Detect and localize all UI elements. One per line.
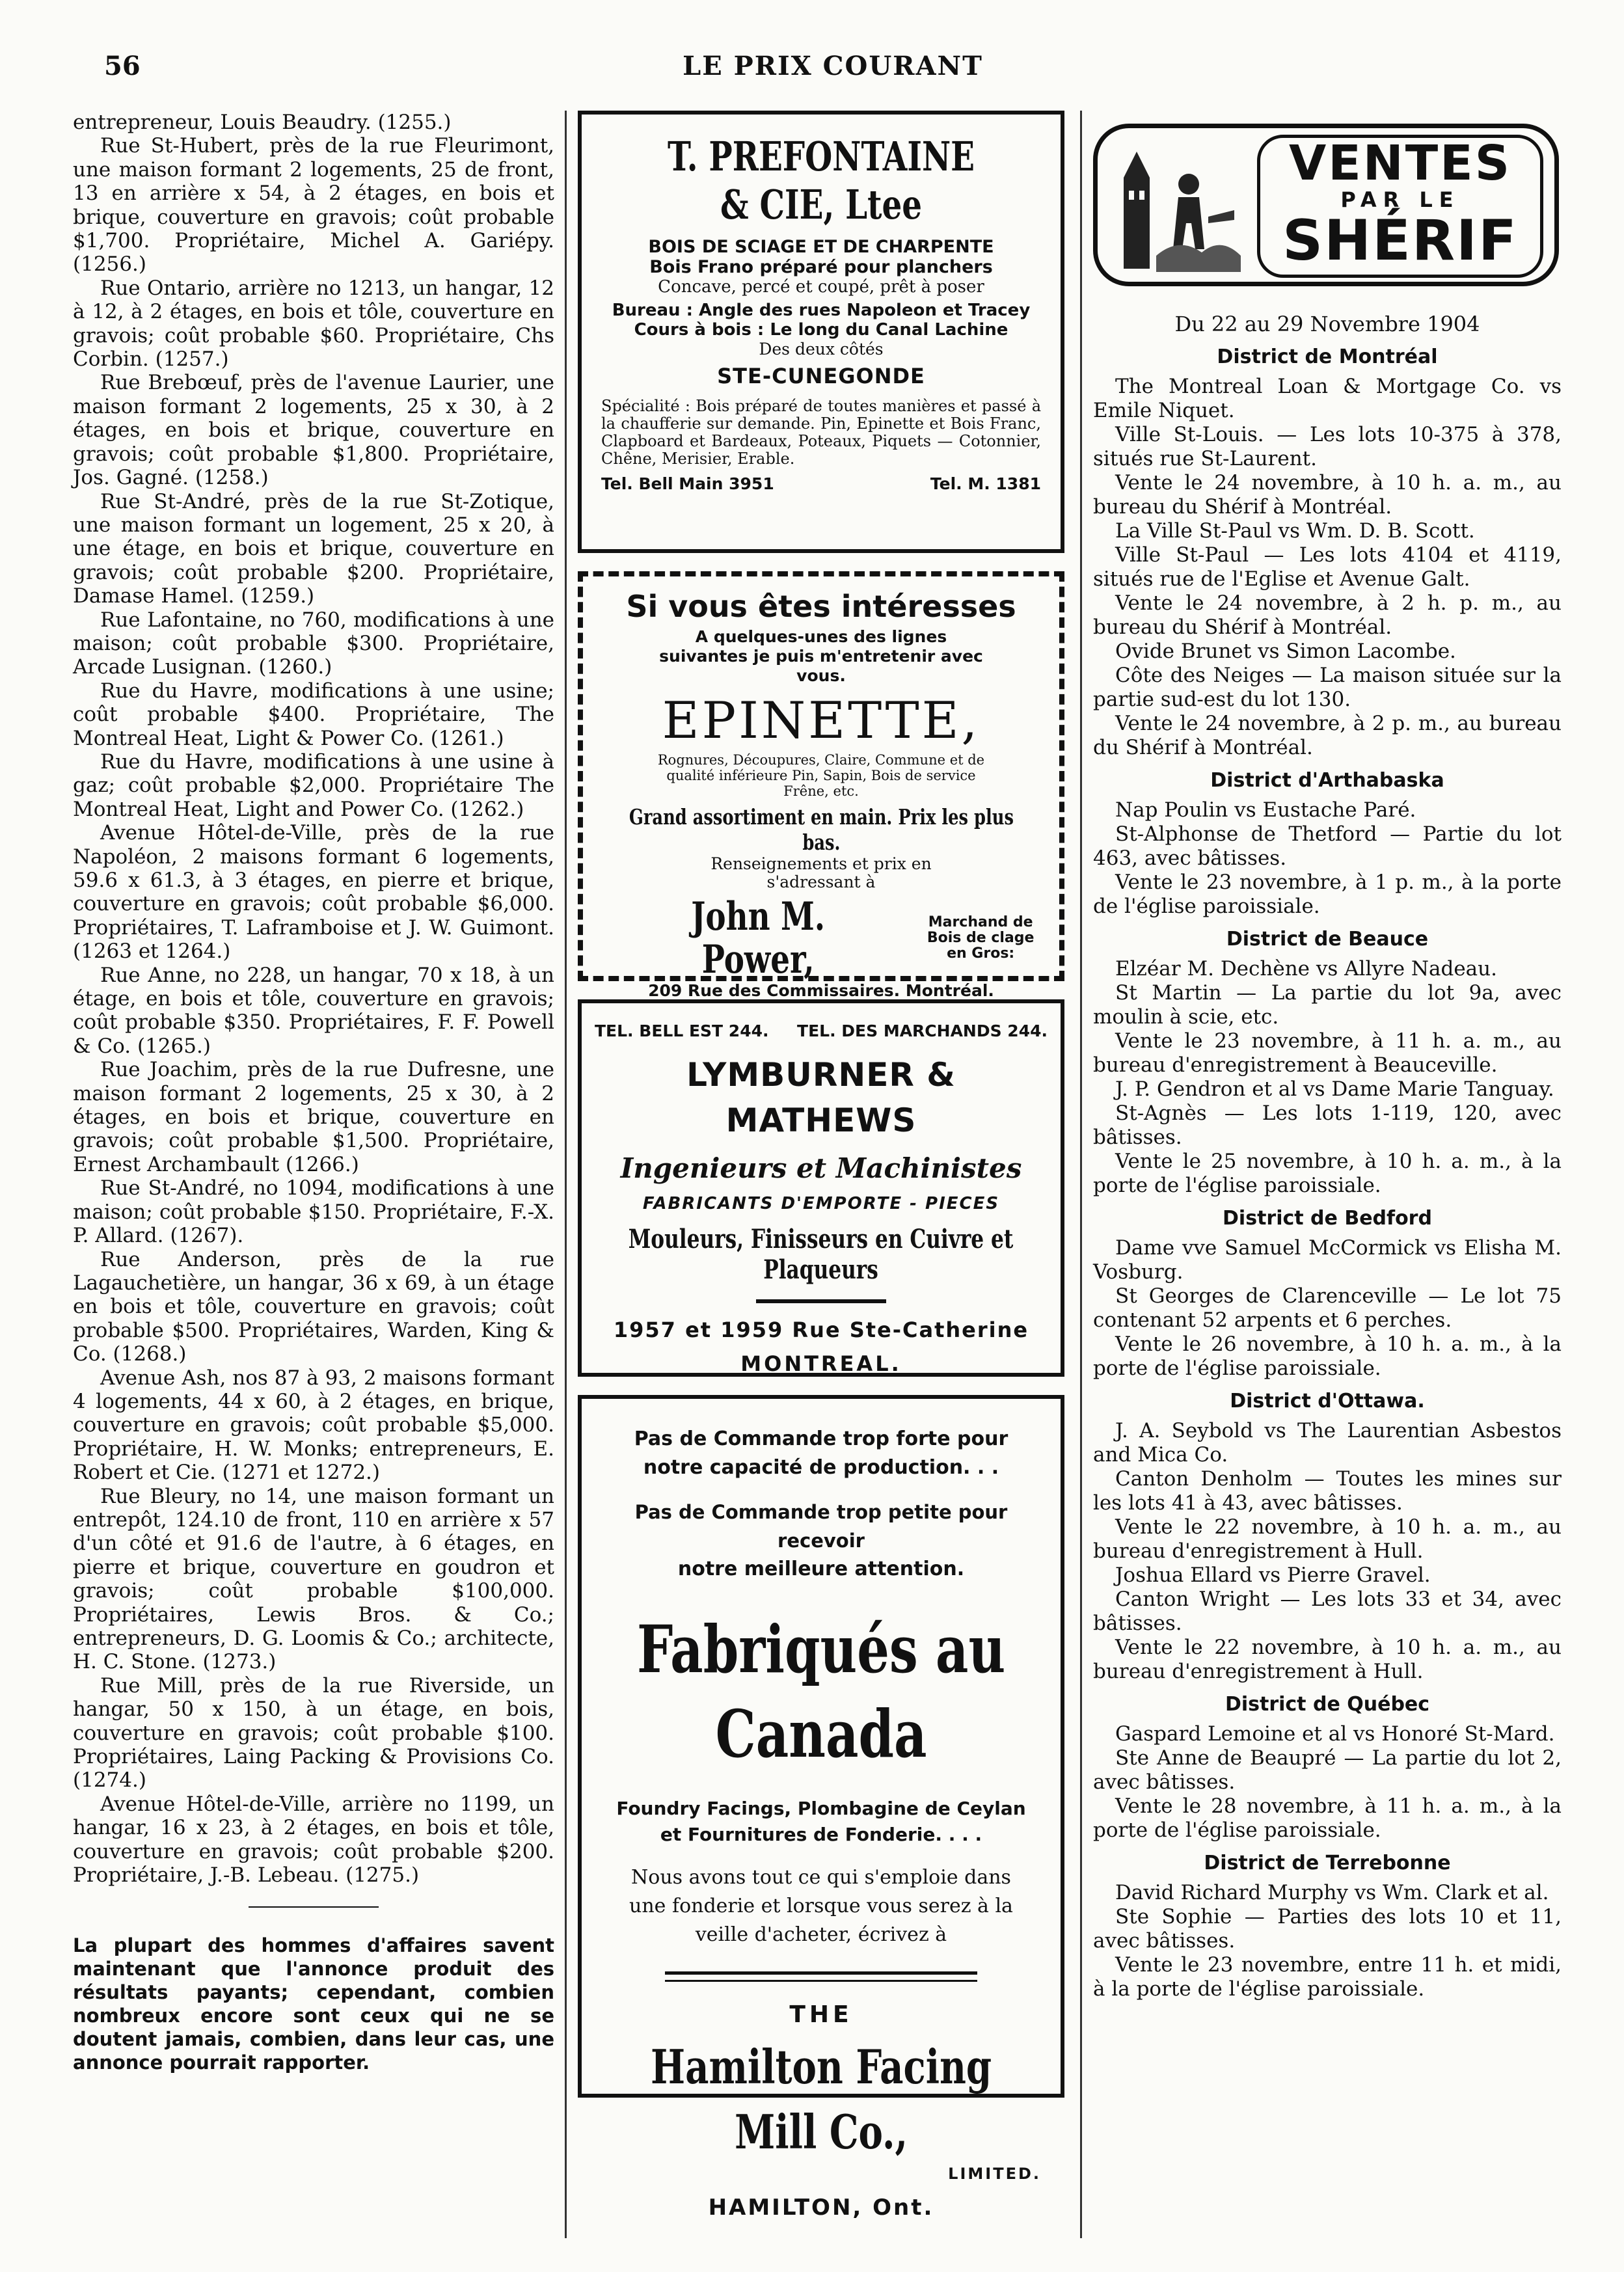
- prefontaine-tel-m: Tel. M. 1381: [930, 474, 1041, 493]
- column-rule-right: [1080, 111, 1082, 2238]
- hamilton-the: THE: [789, 2001, 853, 2028]
- sale-line: Vente le 24 novembre, à 2 h. p. m., au bureau du Shérif à Montréal.: [1093, 591, 1562, 639]
- hamilton-l2: notre capacité de production. . .: [643, 1456, 999, 1479]
- district-heading: District de Beauce: [1226, 928, 1429, 951]
- sale-line: Vente le 22 novembre, à 10 h. a. m., au bureau d'enregistrement à Hull.: [1093, 1636, 1562, 1683]
- column-rule-left: [565, 111, 567, 2238]
- permit-entry: Rue St-Hubert, près de la rue Fleurimont, une maison formant 2 logements, 25 de front, 13 en arrière x 54, à 2 étages, en bois et brique, couverture en gravois; coût probable $1,700. Propriétaire, Michel A. Gariépy. (1256.): [73, 134, 554, 277]
- hamilton-l3: Pas de Commande trop petite pour recevoir: [634, 1501, 1008, 1552]
- page-number: 56: [104, 51, 141, 81]
- lymburner-tel-marchands: TEL. DES MARCHANDS 244.: [797, 1021, 1048, 1040]
- hamilton-f2: et Fournitures de Fonderie. . . .: [660, 1824, 982, 1845]
- advertisements-column: [578, 111, 1064, 2221]
- epinette-assortment: Grand assortiment en main. Prix les plus bas.: [629, 804, 1014, 855]
- sale-line: Nap Poulin vs Eustache Paré.: [1115, 798, 1416, 822]
- lymburner-line: Mouleurs, Finisseurs en Cuivre et Plaqueurs: [629, 1224, 1014, 1285]
- sale-line: Joshua Ellard vs Pierre Gravel.: [1115, 1563, 1431, 1587]
- lymburner-sub: Ingenieurs et Machinistes: [620, 1152, 1022, 1184]
- district-heading: District de Bedford: [1223, 1207, 1432, 1230]
- permit-entry: Rue Anderson, près de la rue Lagauchetière, un hangar, 36 x 69, à un étage en bois et tôle, couverture en gravois; coût probable $500. Propriétaires, Warden, King & Co. (1268.): [73, 1247, 554, 1366]
- permit-entry: Rue Anne, no 228, un hangar, 70 x 18, à un étage, en bois et tôle, couverture en gravois; coût probable $350. Propriétaires, F. F. Powell & Co. (1265.): [73, 963, 554, 1058]
- sale-line: Vente le 28 novembre, à 11 h. a. m., à la porte de l'église paroissiale.: [1093, 1794, 1562, 1842]
- epinette-info: Renseignements et prix en s'adressant à: [710, 854, 932, 891]
- prefontaine-line2: Bois Frano préparé pour planchers: [649, 257, 993, 277]
- prefontaine-office: Bureau : Angle des rues Napoleon et Tracey: [612, 301, 1031, 320]
- logo-ventes: VENTES: [1288, 135, 1512, 191]
- permit-entry: Rue St-André, près de la rue St-Zotique, une maison formant un logement, 25 x 20, à une étage, en bois et brique, couverture en gravois; coût probable $200. Propriétaire, Damase Hamel. (1259.): [73, 489, 554, 608]
- permit-entry: Rue du Havre, modifications à une usine; coût probable $400. Propriétaire, The Montreal Heat, Light & Power Co. (1261.): [73, 679, 554, 750]
- sale-line: Canton Wright — Les lots 33 et 34, avec bâtisses.: [1093, 1588, 1562, 1635]
- logo-sherif: SHÉRIF: [1282, 208, 1518, 273]
- epinette-dealer-trade: Marchand de Bois de clage en Gros:: [927, 914, 1035, 962]
- sale-line: St-Agnès — Les lots 1-119, 120, avec bâtisses.: [1093, 1102, 1562, 1149]
- sale-line: David Richard Murphy vs Wm. Clark et al.: [1115, 1881, 1549, 1904]
- sale-line: Vente le 22 novembre, à 10 h. a. m., au bureau d'enregistrement à Hull.: [1093, 1515, 1562, 1563]
- sale-line: Ville St-Paul — Les lots 4104 et 4119, situés rue de l'Eglise et Avenue Galt.: [1093, 543, 1562, 591]
- sale-line: Gaspard Lemoine et al vs Honoré St-Mard.: [1115, 1722, 1555, 1746]
- sale-line: Ste Anne de Beaupré — La partie du lot 2, avec bâtisses.: [1093, 1746, 1562, 1794]
- prefontaine-line3: Concave, percé et coupé, prêt à poser: [658, 277, 984, 297]
- sale-line: The Montreal Loan & Mortgage Co. vs Emile Niquet.: [1093, 375, 1562, 422]
- district-heading: District de Terrebonne: [1204, 1852, 1451, 1874]
- lymburner-city: MONTREAL.: [740, 1351, 902, 1376]
- epinette-head: Si vous êtes intéresses: [626, 589, 1016, 624]
- prefontaine-sides: Des deux côtés: [759, 340, 884, 358]
- lymburner-fab: FABRICANTS D'EMPORTE - PIECES: [642, 1194, 1000, 1213]
- permit-entry: Rue St-André, no 1094, modifications à une maison; coût probable $150. Propriétaire, F.-X. P. Allard. (1267).: [73, 1176, 554, 1248]
- sheriff-figure-icon: [1111, 139, 1247, 275]
- permit-entry: Rue Bleury, no 14, une maison formant un entrepôt, 124.10 de front, 110 en arrière x 57 d'un côté et 91.6 de l'autre, à 6 étages, en pierre et brique, couverture en goudron et gravois; coût probable $100,000. Propriétaires, Lewis Bros. & Co.; entrepreneurs, D. G. Loomis & Co.; architecte, H. C. Stone. (1273.): [73, 1484, 554, 1674]
- epinette-ad: [578, 571, 1064, 1000]
- sale-line: Vente le 24 novembre, à 10 h. a. m., au bureau du Shérif à Montréal.: [1093, 471, 1562, 519]
- district-list: [1093, 345, 1562, 2001]
- prefontaine-specialty: Spécialité : Bois préparé de toutes manières et passé à la chaufferie sur demande. Pin, Epinette et Bois Franc, Clapboard et Bardeaux, Poteaux, Piquets — Cotonnier, Chêne, Merisier, Erable.: [601, 397, 1041, 468]
- permit-entry: Rue du Havre, modifications à une usine à gaz; coût probable $2,000. Propriétaire The Montreal Heat, Light and Power Co. (1262.): [73, 750, 554, 821]
- sale-line: J. A. Seybold vs The Laurentian Asbestos and Mica Co.: [1093, 1419, 1562, 1467]
- district-heading: District de Québec: [1225, 1693, 1430, 1716]
- sales-dates: Du 22 au 29 Novembre 1904: [1174, 312, 1480, 336]
- hamilton-l1: Pas de Commande trop forte pour: [634, 1427, 1008, 1450]
- sale-line: Elzéar M. Dechène vs Allyre Nadeau.: [1115, 957, 1497, 980]
- advertising-note: La plupart des hommes d'affaires savent maintenant que l'annonce produit des résultats payants; cependant, combien nombreux encore sont ceux qui ne se doutent jamais, combien, dans leur cas, une annonce pourrait rapporter.: [73, 1934, 554, 2074]
- section-divider: [249, 1906, 379, 1908]
- sheriff-sales-column: [1093, 124, 1562, 2001]
- sale-line: Dame vve Samuel McCormick vs Elisha M. Vosburg.: [1093, 1236, 1562, 1284]
- sale-line: Ste Sophie — Parties des lots 10 et 11, avec bâtisses.: [1093, 1905, 1562, 1953]
- hamilton-ad: [578, 1395, 1064, 2221]
- district-heading: District d'Ottawa.: [1230, 1390, 1425, 1413]
- sale-line: Côte des Neiges — La maison située sur la partie sud-est du lot 130.: [1093, 664, 1562, 711]
- sale-line: J. P. Gendron et al vs Dame Marie Tanguay.: [1115, 1077, 1554, 1101]
- lymburner-ad: [578, 999, 1064, 1377]
- hamilton-limited: LIMITED.: [948, 2165, 1041, 2183]
- prefontaine-location: STE-CUNEGONDE: [717, 364, 925, 388]
- hamilton-big: Fabriqués au Canada: [636, 1611, 1006, 1772]
- prefontaine-yard: Cours à bois : Le long du Canal Lachine: [634, 320, 1008, 340]
- permit-entry: Rue Joachim, près de la rue Dufresne, une maison formant 2 logements, 25 x 30, à 2 étages, en bois et brique, couverture en gravois; coût probable $1,500. Propriétaire, Ernest Archambault (1266.): [73, 1058, 554, 1176]
- permit-entry: Rue Brebœuf, près de l'avenue Laurier, une maison formant 2 logements, 25 x 30, à 2 étages, en bois et brique, couverture en gravois; coût probable $1,800. Propriétaire, Jos. Gagné. (1258.): [73, 371, 554, 490]
- sale-line: Vente le 23 novembre, à 1 p. m., à la porte de l'église paroissiale.: [1093, 871, 1562, 918]
- permit-entry: Avenue Ash, nos 87 à 93, 2 maisons formant 4 logements, 44 x 60, à 2 étages, en brique, couverture en gravois; coût probable $5,000. Propriétaire, H. W. Monks; entrepreneurs, E. Robert et Cie. (1271 et 1272.): [73, 1366, 554, 1485]
- sale-line: Vente le 25 novembre, à 10 h. a. m., à la porte de l'église paroissiale.: [1093, 1150, 1562, 1197]
- prefontaine-name: T. PREFONTAINE & CIE, Ltee: [667, 133, 975, 228]
- epinette-desc: Rognures, Découpures, Claire, Commune et de qualité inférieure Pin, Sapin, Bois de service Frêne, etc.: [657, 752, 985, 799]
- sale-line: Vente le 23 novembre, entre 11 h. et midi, à la porte de l'église paroissiale.: [1093, 1953, 1562, 2001]
- hamilton-f1: Foundry Facings, Plombagine de Ceylan: [616, 1798, 1026, 1819]
- epinette-dealer-name: John M. Power,: [691, 894, 826, 982]
- permit-entry: Rue Lafontaine, no 760, modifications à une maison; coût probable $300. Propriétaire, Arcade Lusignan. (1260.): [73, 608, 554, 679]
- prefontaine-ad: [578, 111, 1064, 553]
- hamilton-rule: [665, 1971, 977, 1982]
- sale-line: St-Alphonse de Thetford — Partie du lot 463, avec bâtisses.: [1093, 822, 1562, 870]
- permit-entry: Avenue Hôtel-de-Ville, arrière no 1199, un hangar, 16 x 23, à 2 étages, en bois et tôle, couverture en gravois; coût probable $200. Propriétaire, J.-B. Lebeau. (1275.): [73, 1792, 554, 1887]
- hamilton-l4: notre meilleure attention.: [677, 1558, 965, 1580]
- lymburner-name: LYMBURNER & MATHEWS: [686, 1056, 956, 1139]
- hamilton-p1: Nous avons tout ce qui s'emploie dans une fonderie et lorsque vous serez à la veille d'acheter, écrivez à: [629, 1866, 1013, 1946]
- page-header: [104, 51, 1562, 90]
- lymburner-rule: [756, 1299, 886, 1303]
- sale-line: Vente le 26 novembre, à 10 h. a. m., à la porte de l'église paroissiale.: [1093, 1332, 1562, 1380]
- sale-line: St Georges de Clarenceville — Le lot 75 contenant 52 arpents et 6 perches.: [1093, 1284, 1562, 1332]
- lymburner-tel-bell: TEL. BELL EST 244.: [595, 1021, 769, 1040]
- district-heading: District d'Arthabaska: [1210, 769, 1444, 792]
- lymburner-address: 1957 et 1959 Rue Ste-Catherine: [613, 1318, 1029, 1342]
- sale-line: Vente le 24 novembre, à 2 p. m., au bureau du Shérif à Montréal.: [1093, 712, 1562, 759]
- sale-line: Vente le 23 novembre, à 11 h. a. m., au bureau d'enregistrement à Beauceville.: [1093, 1029, 1562, 1077]
- permit-entries: [73, 111, 554, 1887]
- publication-title: LE PRIX COURANT: [683, 51, 983, 81]
- epinette-big: EPINETTE,: [662, 692, 981, 750]
- logo-par-le: PAR LE: [1340, 187, 1460, 212]
- building-permits-column: [73, 111, 554, 2074]
- sale-line: St Martin — La partie du lot 9a, avec moulin à scie, etc.: [1093, 981, 1562, 1029]
- permit-entry: entrepreneur, Louis Beaudry. (1255.): [73, 111, 452, 134]
- hamilton-company: Hamilton Facing Mill Co.,: [650, 2039, 992, 2159]
- sale-line: Ovide Brunet vs Simon Lacombe.: [1115, 640, 1456, 663]
- district-heading: District de Montréal: [1217, 345, 1438, 368]
- sale-line: Canton Denholm — Toutes les mines sur les lots 41 à 43, avec bâtisses.: [1093, 1467, 1562, 1515]
- logo-words: [1257, 135, 1543, 278]
- sale-line: Ville St-Louis. — Les lots 10-375 à 378, situés rue St-Laurent.: [1093, 423, 1562, 470]
- permit-entry: Rue Mill, près de la rue Riverside, un hangar, 50 x 150, à un étage, en bois, couverture en gravois; coût probable $100. Propriétaires, Laing Packing & Provisions Co. (1274.): [73, 1673, 554, 1792]
- hamilton-city: HAMILTON, Ont.: [708, 2195, 934, 2221]
- permit-entry: Rue Ontario, arrière no 1213, un hangar, 12 à 12, à 2 étages, en bois et tôle, couverture en gravois; coût probable $60. Propriétaire, Chs Corbin. (1257.): [73, 276, 554, 372]
- ventes-par-le-sherif-logo: [1093, 124, 1559, 286]
- prefontaine-tel-bell: Tel. Bell Main 3951: [601, 474, 774, 493]
- epinette-address: 209 Rue des Commissaires. Montréal.: [648, 981, 994, 1000]
- prefontaine-line1: BOIS DE SCIAGE ET DE CHARPENTE: [648, 237, 994, 257]
- epinette-sub: A quelques-unes des lignes suivantes je puis m'entretenir avec vous.: [659, 627, 983, 685]
- permit-entry: Avenue Hôtel-de-Ville, près de la rue Napoléon, 2 maisons formant 6 logements, 59.6 x 61.3, à 3 étages, en pierre et brique, couverture en gravois; coût probable $6,000. Propriétaires, T. Laframboise et J. W. Guimont. (1263 et 1264.): [73, 821, 554, 964]
- sale-line: La Ville St-Paul vs Wm. D. B. Scott.: [1115, 519, 1475, 543]
